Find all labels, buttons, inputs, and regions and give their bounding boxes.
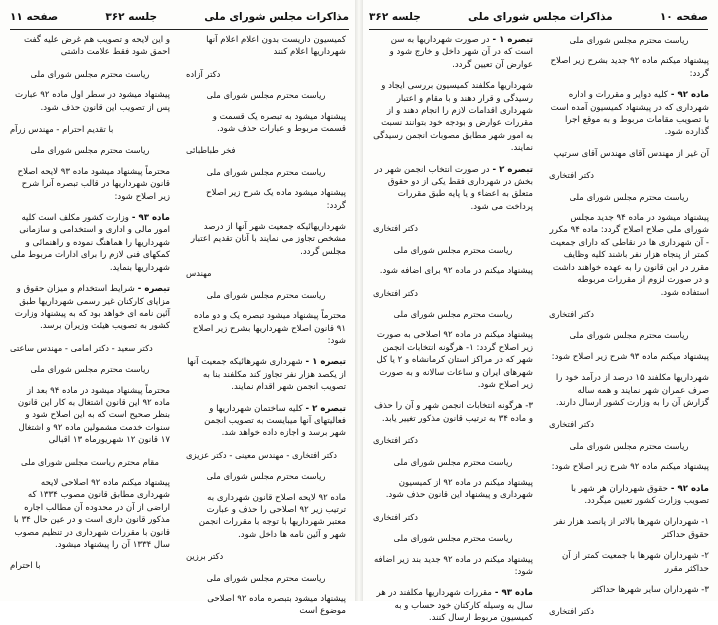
signature-line — [186, 449, 346, 461]
article-label: تبصره - — [134, 284, 170, 295]
section-heading — [10, 456, 170, 468]
paragraph — [549, 372, 709, 409]
section-heading — [186, 572, 346, 584]
paragraph — [373, 34, 533, 71]
paragraph-text: در صورت شهرداریها به سن است که در آن شهر داخل و خارج شود و عوارض آن تعیین گردد. — [389, 35, 533, 70]
paragraph — [549, 148, 709, 160]
paragraph — [186, 221, 346, 258]
paragraph-text: ریاست محترم مجلس شورای ملی — [30, 145, 150, 156]
paragraph-text: ریاست محترم مجلس شورای ملی — [393, 456, 513, 467]
paragraph-text: پیشنهاد میکنم در ماده ۹۲ جدید بند زیر اضافه شود: — [373, 554, 533, 577]
paragraph-text: مقام محترم ریاست مجلس شورای ملی — [20, 456, 160, 467]
paragraph-text: مهندس — [186, 268, 212, 279]
paragraph-text: پیشنهاد میکنم در ماده ۹۲ از کمیسیون شهرداری و پیشنهاد این قانون حذف شود. — [385, 477, 533, 501]
signature-line — [549, 169, 709, 181]
paragraph-text: ۲- شهرداران شهرها با جمعیت کمتر از آن حداکثر مقرر — [562, 551, 709, 574]
right-page-column-right — [549, 34, 709, 617]
article-label: تبصره ۲ - — [302, 403, 346, 414]
paragraph — [186, 593, 346, 618]
right-page-number: صفحه ۱۰ — [659, 11, 708, 23]
paragraph-text: ریاست محترم مجلس شورای ملی — [206, 572, 326, 583]
paragraph-text: ریاست محترم مجلس شورای ملی — [206, 166, 326, 177]
paragraph-text: با تقدیم احترام - مهندس زرآم — [10, 124, 114, 135]
left-header-rule — [10, 29, 349, 30]
section-heading — [549, 34, 709, 46]
left-page — [0, 0, 359, 617]
section-heading — [186, 289, 346, 301]
signature-line — [186, 68, 346, 80]
paragraph — [549, 584, 709, 596]
paragraph-text: دکتر افتخاری — [549, 170, 594, 181]
right-page-header — [369, 6, 708, 28]
paragraph-text: ۳- هرگونه انتخابات انجمن شهر و آن را حذف و ماده ۳۴ به ترتیب قانون مذکور تغییر یابد. — [374, 401, 533, 424]
paragraph-text: پیشنهاد میکنم ماده ۹۲ شرح زیر اصلاح شود: — [551, 462, 709, 473]
signature-line — [10, 342, 170, 354]
signature-line — [186, 267, 346, 279]
signature-line — [10, 123, 170, 135]
paragraph-text: پیشنهاد میشود بتبصره ماده ۹۲ اصلاحی موضوع است — [207, 594, 346, 617]
paragraph-text: شهرداریها مکلفند ۱۵ درصد از درآمد خود را صرف عمران شهر نمایند و همه ساله گزارش آن را به وزارت کشور ارسال دارند. — [555, 373, 709, 408]
signature-line — [373, 511, 533, 523]
paragraph — [10, 212, 170, 274]
right-header-rule — [369, 29, 708, 30]
paragraph-text: ریاست محترم مجلس شورای ملی — [569, 191, 689, 202]
paragraph-text: ریاست محترم مجلس شورای ملی — [569, 35, 689, 45]
signature-line — [186, 144, 346, 156]
section-heading — [373, 244, 533, 256]
article-label: ماده ۹۲ - — [667, 483, 709, 494]
paragraph-text: پیشنهاد میکنم ماده ۹۲ اصلاحی لایحه شهرداری مطابق قانون مصوب ۱۳۳۴ که اراضی از آن در محدوده آن مطالب اجاره مذکور قانون داری است و در عین حال ۳۴ با قانون با مقررات شهرداری در تنظیم مصوب سال ۱۳۳۴ آن را پیشنهاد میشود. — [13, 477, 170, 550]
signature-line — [549, 418, 709, 430]
paragraph — [549, 89, 709, 139]
paragraph — [373, 587, 533, 624]
section-heading — [10, 363, 170, 375]
signature-line — [373, 434, 533, 446]
paragraph — [549, 516, 709, 541]
paragraph — [373, 265, 533, 277]
section-heading — [10, 68, 170, 80]
paragraph — [373, 400, 533, 425]
paragraph — [186, 356, 346, 393]
signature-line — [373, 287, 533, 299]
left-page-column-left — [10, 34, 170, 591]
paragraph-text: دکتر افتخاری — [373, 287, 418, 298]
paragraph-text: شرایط استخدام و میزان حقوق و مزایای کارکنان غیر رسمی شهرداریها طبق آئین نامه ای خواهد بود که به پیشنهاد وزارت کشور به تصویب هیئت وزیران برسد. — [14, 284, 170, 332]
paragraph — [10, 89, 170, 114]
paragraph-text: پیشنهاد میشود به تبصره یک قسمت و قسمت مربوط و عبارات حذف شود. — [212, 111, 346, 135]
paragraph-text: محترماً پیشنهاد میشود تبصره یک و دو ماده ۹۱ قانون اصلاح شهرداریها بشرح زیر اصلاح شود: — [192, 311, 346, 346]
paragraph-text: شهرداری شهرهائیکه جمعیت آنها از یکصد هزار نفر تجاوز کند مکلفند بنا به تصویب انجمن شهر اقدام نمایند. — [187, 357, 346, 393]
paragraph-text: کلیه دوایر و مقررات و اداره شهرداری که در پیشنهاد کمیسیون آمده است با تصویب مقامات مربوط و به موقع اجرا گذارده شود. — [550, 90, 709, 138]
paragraph-text: پیشنهاد میکنم ماده ۹۳ شرح زیر اصلاح شود: — [551, 351, 709, 362]
paragraph-text: ریاست محترم مجلس شورای ملی — [569, 440, 689, 451]
section-heading — [373, 532, 533, 544]
article-label: تبصره ۲ - — [489, 164, 533, 175]
paragraph-text: شهرداریهائیکه جمعیت شهر آنها از درصد مشخص تجاوز می نمایند با آنان تقدیم اعتبار مجلس گردد. — [190, 222, 346, 257]
paragraph — [186, 403, 346, 440]
paragraph — [549, 351, 709, 363]
paragraph-text: پیشنهاد میکنم در ماده ۹۲ اصلاحی به صورت زیر اصلاح گردد: ۱- هرگونه انتخابات انجمن شهر که در مراکز استان کرمانشاه و ۲ یا کل شهرهای ایران و ساعات سالانه و به صورت زیر اصلاح شود. — [376, 330, 533, 390]
right-session-label: جلسه ۳۶۲ — [369, 11, 421, 23]
paragraph-text: ریاست محترم مجلس شورای ملی — [30, 364, 150, 375]
paragraph-text: دکتر افتخاری — [373, 511, 418, 522]
paragraph-text: ریاست محترم مجلس شورای ملی — [206, 90, 326, 101]
section-heading — [373, 308, 533, 320]
paragraph-text: ریاست محترم مجلس شورای ملی — [393, 308, 513, 319]
paragraph-text: محترماً پیشنهاد میشود ماده ۹۳ لایحه اصلاح قانون شهرداریها در قالب تبصره آنرا شرح زیر اصلاح شود: — [17, 166, 170, 202]
paragraph-text: کمیسیون داریست بدون اعلام اعلام آنها شهرداریها اعلام کنند — [206, 35, 346, 58]
paragraph-text: ۱- شهرداران شهرها بالاتر از پانصد هزار نفر حقوق حداکثر — [553, 517, 709, 540]
section-heading — [186, 89, 346, 101]
left-session-label: جلسه ۳۶۲ — [105, 11, 158, 23]
paragraph-text: دکتر افتخاری — [373, 435, 418, 446]
paragraph — [549, 550, 709, 575]
paragraph-text: ریاست محترم مجلس شورای ملی — [206, 289, 326, 300]
paragraph-text: ماده ۹۲ لایحه اصلاح قانون شهرداری به ترتیب زیر ۹۲ اصلاحی را حذف و عبارت معتبر شهرداریها با توجه با مقررات انجمن شهر و آئین نامه ها داخل شود. — [198, 492, 346, 540]
paragraph-text: دکتر افتخاری - مهندس معینی - دکتر عزیزی — [186, 449, 338, 460]
article-label: ماده ۹۳ - — [491, 588, 533, 599]
paragraph-text: دکتر برزین — [186, 551, 224, 562]
section-heading — [373, 456, 533, 468]
paragraph — [186, 34, 346, 59]
section-heading — [549, 329, 709, 341]
paragraph-text: پیشنهاد میشود در ماده ۹۴ جدید مجلس شورای ملی صلاح اصلاح گردد: ماده ۹۴ مکرر - آن شهرداری ها در نقاطی که دارای جمعیت کمتر از پنجاه هزار نفر باشند کلیه وظایف مقرر در این قانون را به عهده خواهند داشت و در صورت لزوم از مقررات مربوطه استفاده شود. — [549, 213, 709, 298]
article-label: تبصره ۱ - — [302, 357, 346, 368]
left-page-column-right — [186, 34, 346, 617]
left-page-title: مذاکرات مجلس شورای ملی — [204, 11, 349, 23]
paragraph-text: محترماً پیشنهاد میشود در ماده ۹۴ بعد از ماده ۹۲ این قانون اشتغال به کار این قانون بنظر صحیح است که به این اصلاح شود و سنوات خدمت مشمولین ماده ۹۲ و اشتغال ۱۷ قانون ۱۲ شهریورماه ۱۳ اقبالی — [17, 385, 170, 446]
right-page — [359, 0, 718, 624]
section-heading — [549, 191, 709, 203]
paragraph — [186, 492, 346, 542]
section-heading — [186, 166, 346, 178]
paragraph-text: شهرداریها مکلفند کمیسیون بررسی ایجاد و رسیدگی و قرار دهند و با مقام و اعتبار شهرداری اقدامات لازم را انجام دهند و از مقررات عوارض و بودجه خود بتوانند نسبت به امور شهر مطابق مصوبات انجمن رسیدگی نمایند. — [373, 81, 533, 154]
paragraph — [373, 554, 533, 579]
paragraph-text: دکتر افتخاری — [549, 308, 594, 319]
paragraph-text: با احترام — [10, 561, 41, 572]
paragraph — [10, 477, 170, 551]
paragraph-text: ریاست محترم مجلس شورای ملی — [569, 330, 689, 341]
paragraph — [373, 477, 533, 502]
paragraph-text: مقررات شهرداریها مکلفند در هر سال به وسیله کارکنان خود حساب و به کمیسیون مربوط ارسال کنند. — [376, 588, 533, 624]
paragraph — [10, 385, 170, 447]
paragraph-text: پیشنهاد میکنم در ماده ۹۲ برای اضافه شود. — [379, 266, 533, 277]
left-page-number: صفحه ۱۱ — [10, 11, 59, 23]
paragraph-text: دکتر افتخاری — [549, 606, 594, 617]
paragraph-text: دکتر سعید - دکتر امامی - مهندس ساعتی — [10, 342, 153, 353]
paragraph — [373, 80, 533, 154]
article-label: تبصره ۱ - — [489, 35, 533, 45]
signature-line — [186, 550, 346, 562]
paragraph-text: ریاست محترم مجلس شورای ملی — [206, 471, 326, 482]
paragraph — [549, 483, 709, 508]
paragraph-text: دکتر افتخاری — [373, 223, 418, 234]
paragraph-text: پیشنهاد میشود در سطر اول ماده ۹۲ عبارت پس از تصویب این قانون حذف شود. — [14, 90, 170, 113]
paragraph — [10, 34, 170, 59]
signature-line — [549, 308, 709, 320]
paragraph-text: ریاست محترم مجلس شورای ملی — [30, 68, 150, 79]
paragraph — [549, 55, 709, 80]
paragraph-text: پیشنهاد میکنم ماده ۹۲ جدید بشرح زیر اصلاح گردد: — [550, 56, 709, 79]
paragraph-text: دکتر آزاده — [186, 68, 221, 79]
signature-line — [373, 222, 533, 234]
paragraph — [549, 461, 709, 473]
left-page-header — [10, 6, 349, 28]
right-page-column-left — [373, 34, 533, 624]
paragraph-text: فخر طباطبائی — [186, 145, 236, 156]
section-heading — [186, 470, 346, 482]
paragraph — [186, 187, 346, 212]
section-heading — [10, 144, 170, 156]
paragraph-text: دکتر افتخاری — [549, 419, 594, 430]
paragraph-text: ریاست محترم مجلس شورای ملی — [393, 533, 513, 544]
paragraph-text: ۳- شهرداران سایر شهرها حداکثر — [591, 585, 709, 595]
signature-line — [549, 605, 709, 617]
paragraph — [10, 166, 170, 203]
right-page-title: مذاکرات مجلس شورای ملی — [467, 11, 613, 23]
paragraph-text: حقوق شهرداران هر شهر با تصویب وزارت کشور تعیین میگردد. — [571, 483, 709, 506]
paragraph-text: در صورت انتخاب انجمن شهر در بخش در شهرداری فقط یکی از دو حقوق متعلق به اعضاء و یا پایه طبق مقررات پرداخت می شود. — [374, 164, 533, 212]
paragraph-text: کلیه ساختمان شهرداریها و فعالیتهای آنها میبایست به تصویب انجمن شهر برسد و اجازه داده خواهد شد. — [204, 403, 346, 439]
paragraph-text: و این لایحه و تصویب هم غرض علیه گفت احمق شود فقط علامت داشتی — [24, 35, 170, 58]
paragraph — [373, 329, 533, 391]
paragraph-text: پیشنهاد میشود ماده یک شرح زیر اصلاح گردد: — [206, 188, 346, 211]
article-label: ماده ۹۳ - — [128, 213, 170, 224]
paragraph — [186, 310, 346, 347]
paragraph — [186, 111, 346, 136]
paragraph-text: ریاست محترم مجلس شورای ملی — [393, 244, 513, 255]
paragraph — [10, 283, 170, 333]
paragraph — [373, 164, 533, 214]
paragraph — [10, 560, 170, 572]
paragraph — [549, 212, 709, 299]
section-heading — [549, 440, 709, 452]
article-label: ماده ۹۲ - — [667, 90, 709, 101]
paragraph-text: وزارت کشور مکلف است کلیه امور مالی و اداری و استخدامی و سازمانی شهرداریها را هماهنگ نموده و راهنمائی و کمکهای فنی لازم را برای ادارات مربوط ملی شهرداریها بنماید. — [10, 213, 170, 273]
paragraph-text: آن غیر از مهندس آقای مهندس آقای سرتیپ — [553, 148, 709, 159]
